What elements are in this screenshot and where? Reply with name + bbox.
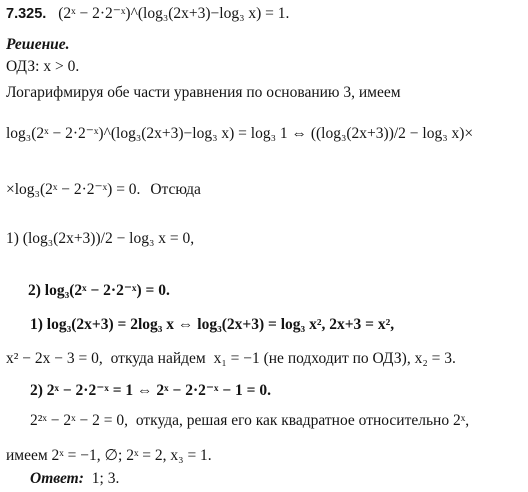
log-equation-line: log₃(2ˣ − 2·2⁻ˣ)^(log₃(2x+3)−log₃ x) = log₃ 1 ⇔ ((log₃(2x+3))/2 − log₃ x)×	[6, 125, 474, 142]
exp-quadratic-comment: откуда, решая его как квадратное относительно 2ˣ,	[135, 412, 470, 429]
odz-line: ОДЗ: x > 0.	[6, 58, 80, 75]
case-2-line: 2) log₃(2ˣ − 2·2⁻ˣ) = 0.	[28, 282, 170, 299]
sub-1-line: 1) log₃(2x+3) = 2log₃ x ⇔ log₃(2x+3) = log₃ x², 2x+3 = x²,	[30, 316, 395, 333]
problem-equation: (2ˣ − 2·2⁻ˣ)^(log₃(2x+3)−log₃ x) = 1.	[58, 5, 290, 22]
quadratic-equation: x² − 2x − 3 = 0,	[6, 350, 103, 367]
exp-quadratic-line	[30, 412, 469, 430]
quadratic-roots: x₁ = −1 (не подходит по ОДЗ), x₂ = 3.	[213, 350, 456, 367]
problem-line	[6, 4, 289, 23]
answer-value: 1; 3.	[91, 470, 120, 487]
continuation-formula: ×log₃(2ˣ − 2·2⁻ˣ) = 0.	[6, 181, 141, 198]
answer-label: Ответ:	[30, 470, 84, 487]
problem-number: 7.325.	[6, 6, 47, 22]
answer-line	[30, 470, 119, 488]
case-1-line: 1) (log₃(2x+3))/2 − log₃ x = 0,	[6, 230, 195, 247]
sub-2-line: 2) 2ˣ − 2·2⁻ˣ = 1 ⇔ 2ˣ − 2·2⁻ˣ − 1 = 0.	[30, 382, 272, 399]
final-line: имеем 2ˣ = −1, ∅; 2ˣ = 2, x₃ = 1.	[6, 447, 212, 464]
solution-heading: Решение.	[6, 36, 70, 53]
continuation-line	[6, 180, 201, 199]
exp-quadratic-equation: 2²ˣ − 2ˣ − 2 = 0,	[30, 412, 128, 429]
quadratic-comment: откуда найдем	[110, 350, 206, 367]
intro-text: Логарифмируя обе части уравнения по основанию 3, имеем	[6, 84, 401, 101]
quadratic-line	[6, 350, 456, 368]
hence-word: Отсюда	[150, 181, 201, 198]
